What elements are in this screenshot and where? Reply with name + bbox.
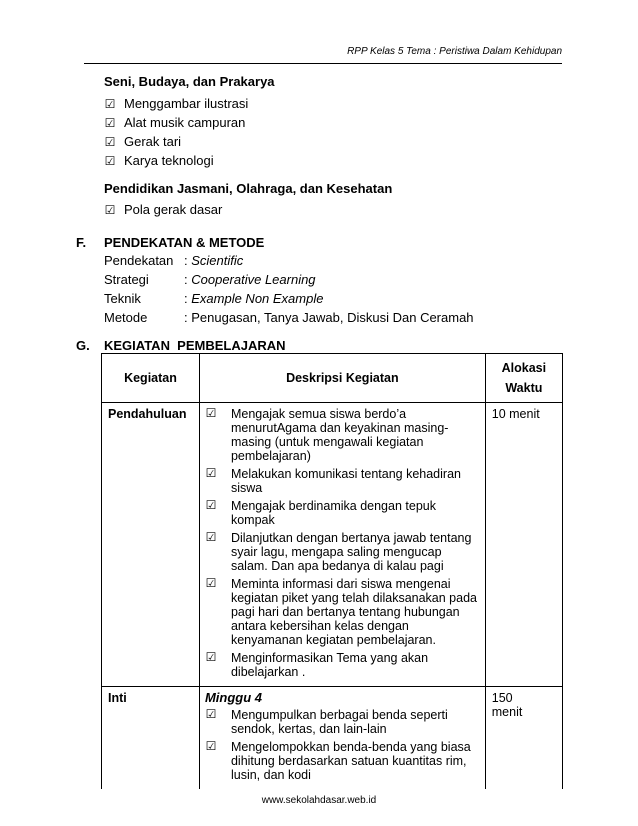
- method-key: Strategi: [104, 272, 149, 287]
- checkbox-checked-icon: ☑: [104, 153, 116, 168]
- checkbox-checked-icon: ☑: [205, 498, 217, 512]
- method-value: : Scientific: [184, 253, 244, 268]
- checkbox-checked-icon: ☑: [104, 134, 116, 149]
- header-alokasi: [485, 354, 562, 403]
- alokasi-inti-line1: 150: [491, 691, 513, 705]
- pendahuluan-item-text: Meminta informasi dari siswa mengenai kegiatan piket yang telah dilaksanakan pada pagi hari dan bertanya tentang hubungan antara kebersihan kelas dengan kenyamanan kegiatan pembelajaran.: [230, 577, 477, 647]
- seni-item-label: Karya teknologi: [124, 153, 214, 168]
- checkbox-checked-icon: ☑: [205, 466, 217, 480]
- running-header: RPP Kelas 5 Tema : Peristiwa Dalam Kehidupan: [347, 46, 562, 57]
- seni-item-label: Gerak tari: [124, 134, 182, 149]
- seni-item: [104, 113, 248, 132]
- pendahuluan-item: [205, 531, 480, 573]
- seni-title: Seni, Budaya, dan Prakarya: [104, 74, 275, 89]
- alokasi-inti: [485, 687, 562, 790]
- kegiatan-table: [101, 353, 563, 789]
- method-key: Metode: [104, 310, 148, 325]
- footer-url: www.sekolahdasar.web.id: [261, 795, 377, 806]
- checkbox-checked-icon: ☑: [104, 202, 116, 217]
- seni-item-label: Alat musik campuran: [124, 115, 246, 130]
- pendahuluan-item: [205, 651, 480, 679]
- pendahuluan-item: [205, 577, 480, 647]
- pendahuluan-item-text: Mengajak berdinamika dengan tepuk kompak: [230, 499, 436, 527]
- pendahuluan-items: [201, 404, 484, 685]
- checkbox-checked-icon: ☑: [205, 707, 217, 721]
- seni-item: [104, 151, 248, 170]
- pendahuluan-item-text: Dilanjutkan dengan bertanya jawab tentang syair lagu, mengapa saling mengucap salam. Dan apa bedanya di kalau pagi: [230, 531, 472, 573]
- pendahuluan-item-text: Melakukan komunikasi tentang kehadiran siswa: [230, 467, 461, 495]
- method-row: [104, 291, 323, 306]
- pendahuluan-item-text: Mengajak semua siswa berdo’a menurutAgama dan keyakinan masing-masing (untuk mengawali kegiatan pembelajaran): [230, 407, 449, 463]
- pjok-title: Pendidikan Jasmani, Olahraga, dan Kesehatan: [104, 181, 393, 196]
- method-key: Pendekatan: [104, 253, 174, 268]
- method-row: [104, 253, 243, 268]
- header-kegiatan: Kegiatan: [102, 354, 200, 403]
- checkbox-checked-icon: ☑: [205, 530, 217, 544]
- checkbox-checked-icon: ☑: [104, 115, 116, 130]
- alokasi-inti-line2: menit: [491, 705, 523, 719]
- header-rule: [84, 63, 562, 64]
- table-header-row: [102, 354, 563, 403]
- seni-item-label: Menggambar ilustrasi: [124, 96, 249, 111]
- seni-item: [104, 94, 248, 113]
- method-value: : Example Non Example: [184, 291, 324, 306]
- pjok-item-label: Pola gerak dasar: [124, 202, 223, 217]
- kegiatan-pendahuluan: Pendahuluan: [102, 403, 200, 687]
- pjok-item: [104, 200, 222, 219]
- checkbox-checked-icon: ☑: [104, 96, 116, 111]
- inti-subtitle: Minggu 4: [204, 690, 263, 705]
- inti-item-text: Mengelompokkan benda-benda yang biasa dihitung berdasarkan satuan kuantitas rim, lusin, dan kodi: [230, 740, 471, 782]
- checkbox-checked-icon: ☑: [205, 650, 217, 664]
- method-row: [104, 272, 316, 287]
- checkbox-checked-icon: ☑: [205, 739, 217, 753]
- kegiatan-inti: Inti: [102, 687, 200, 790]
- method-value: : Penugasan, Tanya Jawab, Diskusi Dan Ceramah: [184, 310, 474, 325]
- pendahuluan-item: [205, 499, 480, 527]
- method-row: [104, 310, 474, 325]
- header-alokasi-line2: Waktu: [505, 381, 543, 395]
- inti-item-text: Mengumpulkan berbagai benda seperti sendok, kertas, dan lain-lain: [230, 708, 448, 736]
- deskripsi-pendahuluan: [199, 403, 485, 687]
- checkbox-checked-icon: ☑: [205, 576, 217, 590]
- table-row-inti: [102, 687, 563, 790]
- method-value: : Cooperative Learning: [184, 272, 316, 287]
- pendahuluan-item: [205, 407, 480, 463]
- alokasi-pendahuluan: 10 menit: [485, 403, 562, 687]
- checkbox-checked-icon: ☑: [205, 406, 217, 420]
- inti-items: [201, 705, 484, 788]
- inti-item: [205, 740, 480, 782]
- header-deskripsi: Deskripsi Kegiatan: [199, 354, 485, 403]
- inti-item: [205, 708, 480, 736]
- header-alokasi-line1: Alokasi: [501, 361, 547, 375]
- pendahuluan-item: [205, 467, 480, 495]
- method-key: Teknik: [104, 291, 141, 306]
- seni-list: [104, 94, 248, 170]
- seni-item: [104, 132, 248, 151]
- section-f-title: PENDEKATAN & METODE: [104, 235, 265, 250]
- deskripsi-inti: [199, 687, 485, 790]
- table-row-pendahuluan: [102, 403, 563, 687]
- pjok-list: [104, 200, 222, 219]
- pendahuluan-item-text: Menginformasikan Tema yang akan dibelajarkan .: [230, 651, 429, 679]
- section-g-title: KEGIATAN PEMBELAJARAN: [104, 338, 286, 353]
- section-f-letter: F.: [76, 235, 87, 250]
- section-g-letter: G.: [76, 338, 90, 353]
